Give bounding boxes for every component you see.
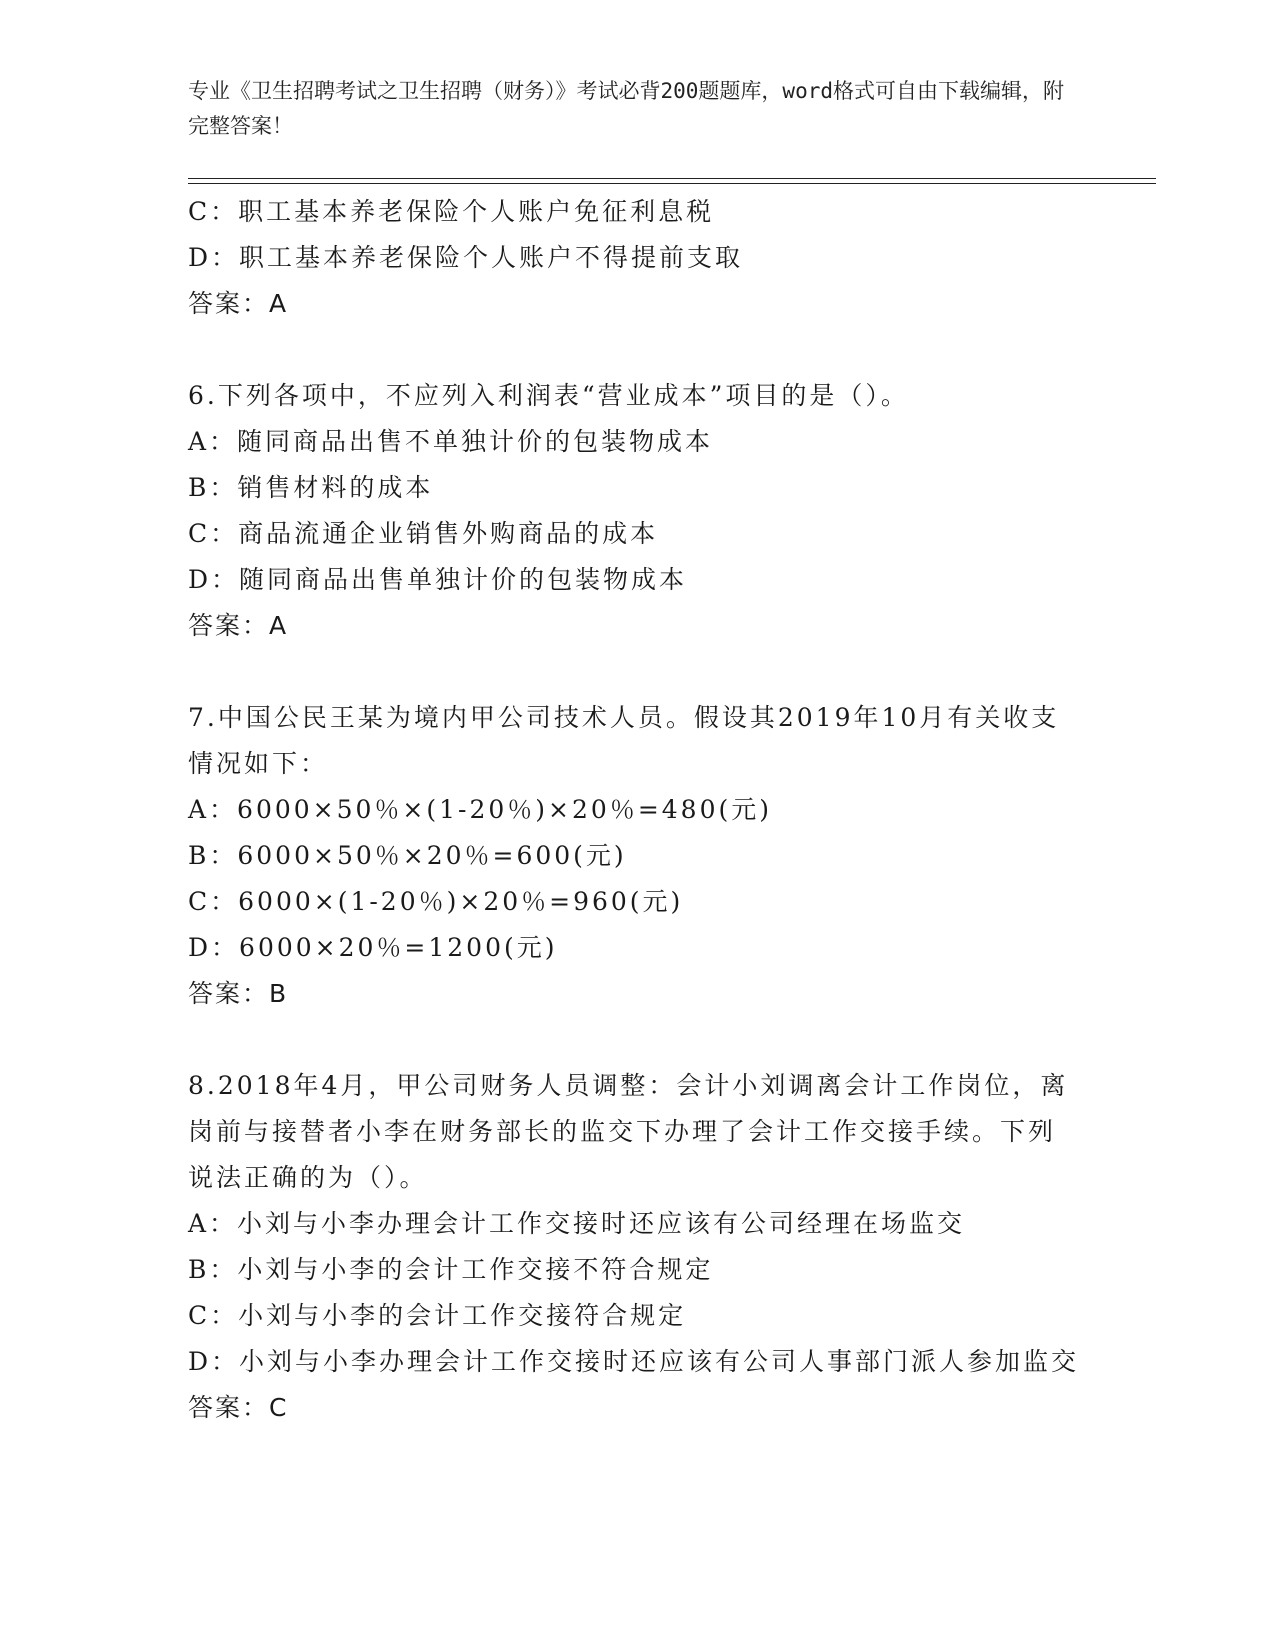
- question-7-option-c: C：6000×(1-20％)×20％=960(元): [188, 887, 684, 916]
- question-8: [188, 1063, 1088, 1431]
- header-rule-bottom: [188, 183, 1156, 184]
- question-8-option-d: D：小刘与小李办理会计工作交接时还应该有公司人事部门派人参加监交: [188, 1347, 1080, 1376]
- question-6-option-d: D：随同商品出售单独计价的包装物成本: [188, 565, 688, 594]
- question-6: [188, 373, 1088, 649]
- question-8-option-b: B：小刘与小李的会计工作交接不符合规定: [188, 1255, 714, 1284]
- question-8-option-a: A：小刘与小李办理会计工作交接时还应该有公司经理在场监交: [188, 1209, 966, 1238]
- question-6-option-c: C：商品流通企业销售外购商品的成本: [188, 519, 659, 548]
- question-5-answer: 答案：A: [188, 289, 289, 318]
- question-8-text: 8.2018年4月，甲公司财务人员调整：会计小刘调离会计工作岗位，离岗前与接替者小李在财务部长的监交下办理了会计工作交接手续。下列说法正确的为（）。: [188, 1071, 1069, 1192]
- question-8-option-c: C：小刘与小李的会计工作交接符合规定: [188, 1301, 687, 1330]
- question-list: [188, 189, 1088, 1431]
- spacer: [188, 1017, 1088, 1063]
- question-7-answer: 答案：B: [188, 979, 289, 1008]
- question-7: [188, 695, 1088, 1017]
- question-6-option-b: B：销售材料的成本: [188, 473, 434, 502]
- question-7-option-d: D：6000×20％=1200(元): [188, 933, 558, 962]
- question-6-option-a: A：随同商品出售不单独计价的包装物成本: [188, 427, 714, 456]
- question-7-option-b: B：6000×50％×20％=600(元): [188, 841, 627, 870]
- spacer: [188, 327, 1088, 373]
- question-6-text: 6.下列各项中，不应列入利润表“营业成本”项目的是（）。: [188, 381, 909, 410]
- question-5-option-c: C：职工基本养老保险个人账户免征利息税: [188, 197, 715, 226]
- spacer: [188, 649, 1088, 695]
- question-5: [188, 189, 1088, 327]
- document-header: 专业《卫生招聘考试之卫生招聘（财务）》考试必背200题题库，word格式可自由下载编辑，附完整答案！: [188, 79, 1064, 138]
- header-rule-top: [188, 178, 1156, 179]
- question-5-option-d: D：职工基本养老保险个人账户不得提前支取: [188, 243, 744, 272]
- question-6-answer: 答案：A: [188, 611, 289, 640]
- question-7-option-a: A：6000×50％×(1-20％)×20％=480(元): [188, 795, 772, 824]
- question-8-answer: 答案：C: [188, 1393, 289, 1422]
- question-7-text: 7.中国公民王某为境内甲公司技术人员。假设其2019年10月有关收支情况如下：: [188, 703, 1060, 778]
